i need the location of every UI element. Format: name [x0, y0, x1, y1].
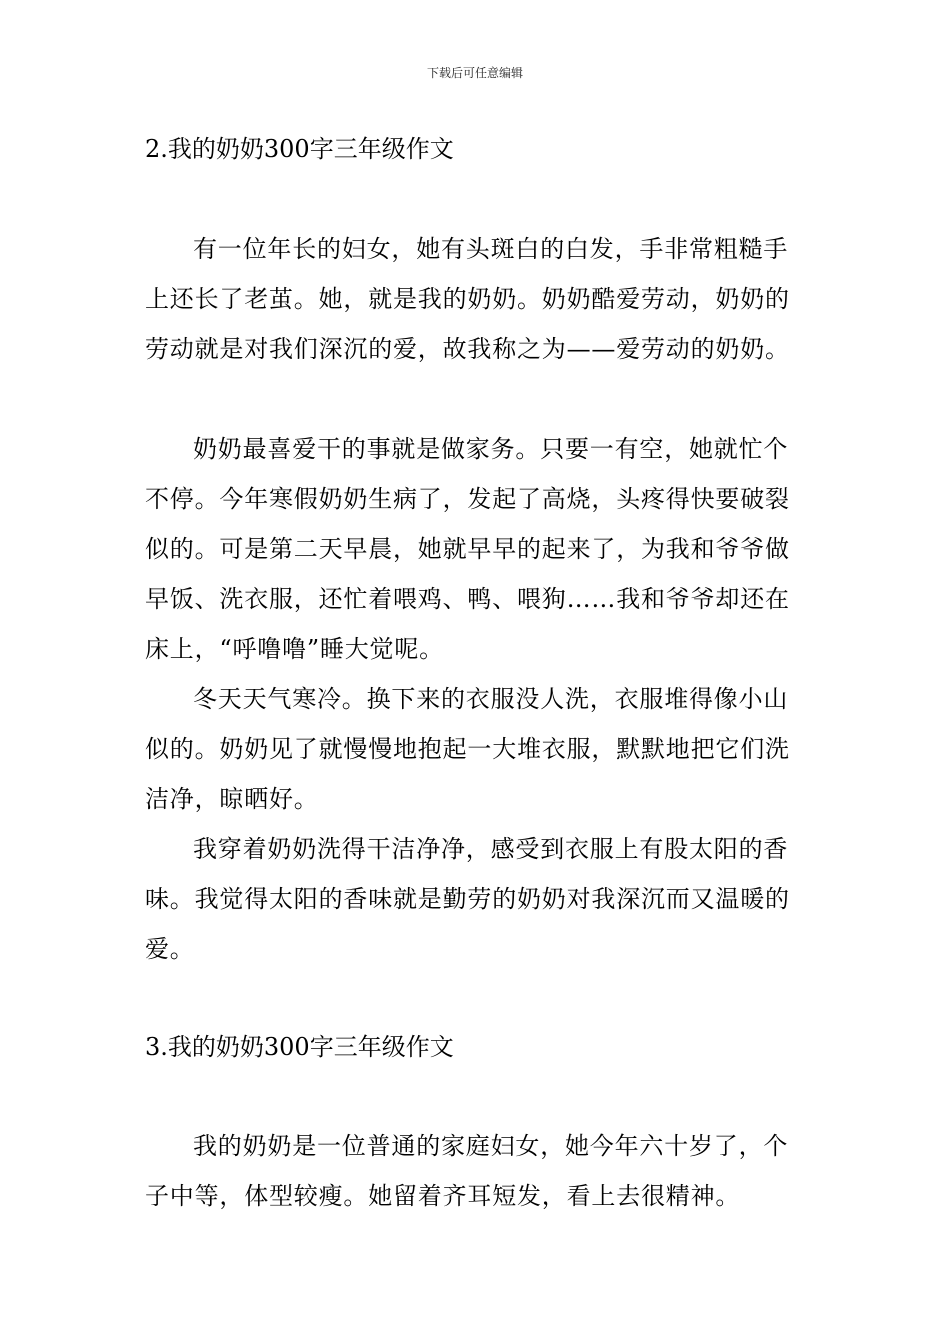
paragraph-3-1: 我的奶奶是一位普通的家庭妇女，她今年六十岁了，个子中等，体型较瘦。她留着齐耳短发，看上去很精神。 [145, 1132, 789, 1210]
paragraph-2-2: 奶奶最喜爱干的事就是做家务。只要一有空，她就忙个不停。今年寒假奶奶生病了，发起了高烧，头疼得快要破裂似的。可是第二天早晨，她就早早的起来了，为我和爷爷做早饭、洗衣服，还忙着喂鸡、鸭、喂狗……我和爷爷却还在床上，“呼噜噜”睡大觉呢。 [145, 435, 790, 663]
section-title-3: 3.我的奶奶300字三年级作文 [145, 1033, 454, 1061]
section-title-2: 2.我的奶奶300字三年级作文 [145, 135, 454, 163]
paragraph-2-1: 有一位年长的妇女，她有头斑白的白发，手非常粗糙手上还长了老茧。她，就是我的奶奶。奶奶酷爱劳动，奶奶的劳动就是对我们深沉的爱，故我称之为——爱劳动的奶奶。 [145, 235, 790, 363]
paragraph-2-3: 冬天天气寒冷。换下来的衣服没人洗，衣服堆得像小山似的。奶奶见了就慢慢地抱起一大堆衣服，默默地把它们洗洁净，晾晒好。 [145, 685, 790, 813]
page-header: 下载后可任意编辑 [426, 66, 523, 80]
paragraph-2-4: 我穿着奶奶洗得干洁净净，感受到衣服上有股太阳的香味。我觉得太阳的香味就是勤劳的奶奶对我深沉而又温暖的爱。 [145, 835, 790, 963]
